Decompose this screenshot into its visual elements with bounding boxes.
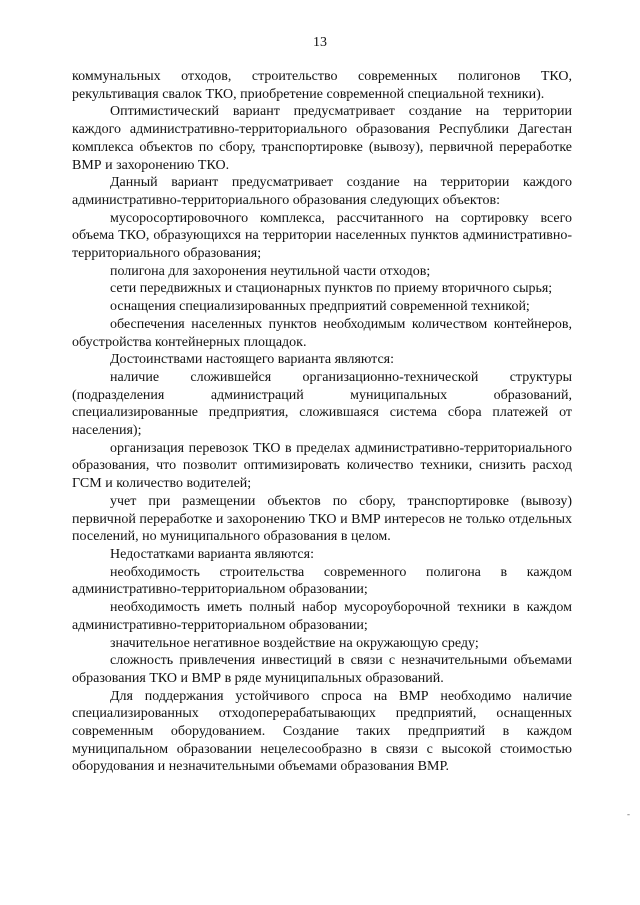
list-item-sorting-complex: мусоросортировочного комплекса, рассчитанного на сортировку всего объема ТКО, образующихся на территории населенных пунктов административно-территориального образования; xyxy=(72,210,572,262)
advantage-interests: учет при размещении объектов по сбору, транспортировке (вывозу) первичной переработке и захоронению ТКО и ВМР интересов не только отдельных поселений, но муниципального образования в целом. xyxy=(72,493,572,545)
list-item-equipment: оснащения специализированных предприятий современной техникой; xyxy=(110,299,530,315)
disadvantage-machinery: необходимость иметь полный набор мусороуборочной техники в каждом административно-территориальном образовании; xyxy=(72,600,572,633)
paragraph-3: Данный вариант предусматривает создание на территории каждого административно-территориального образования следующих объектов: xyxy=(72,175,572,208)
margin-mark: - xyxy=(627,809,630,819)
advantages-heading: Достоинствами настоящего варианта являются: xyxy=(110,352,395,368)
disadvantages-heading: Недостатками варианта являются: xyxy=(110,546,314,562)
advantage-transport: организация перевозок ТКО в пределах административно-территориального образования, что позволит оптимизировать количество техники, снизить расход ГСМ и количество водителей; xyxy=(72,440,572,492)
advantage-structure: наличие сложившейся организационно-технической структуры (подразделения администраций муниципальных образований, специализированные предприятия, сложившаяся система сбора платежей от населения); xyxy=(72,369,572,439)
document-body xyxy=(72,68,572,776)
list-item-containers: обеспечения населенных пунктов необходимым количеством контейнеров, обустройства контейнерных площадок. xyxy=(72,316,572,350)
disadvantage-landfill: необходимость строительства современного полигона в каждом административно-территориальном образовании; xyxy=(72,564,572,598)
paragraph-2: Оптимистический вариант предусматривает создание на территории каждого административно-территориального образования Республики Дагестан комплекса объектов по сбору, транспортировке (вывозу), первичной переработке ВМР и захоронению ТКО. xyxy=(72,104,572,173)
paragraph-demand: Для поддержания устойчивого спроса на ВМР необходимо наличие специализированных отходоперерабатывающих предприятий, оснащенных современным оборудованием. Создание таких предприятий в каждом муниципальном образовании нецелесообразно в связи с высокой стоимостью оборудования и незначительными объемами образования ВМР. xyxy=(72,688,572,775)
list-item-landfill: полигона для захоронения неутильной части отходов; xyxy=(110,263,431,279)
paragraph-1: коммунальных отходов, строительство современных полигонов ТКО, рекультивация свалок ТКО, приобретение современной специальной техники). xyxy=(72,69,572,102)
page-number: 13 xyxy=(313,35,327,50)
list-item-collection-points: сети передвижных и стационарных пунктов по приему вторичного сырья; xyxy=(110,281,553,297)
disadvantage-investment: сложность привлечения инвестиций в связи с незначительными объемами образования ТКО и ВМР в ряде муниципальных образований. xyxy=(72,653,572,686)
disadvantage-environment: значительное негативное воздействие на окружающую среду; xyxy=(110,635,479,651)
